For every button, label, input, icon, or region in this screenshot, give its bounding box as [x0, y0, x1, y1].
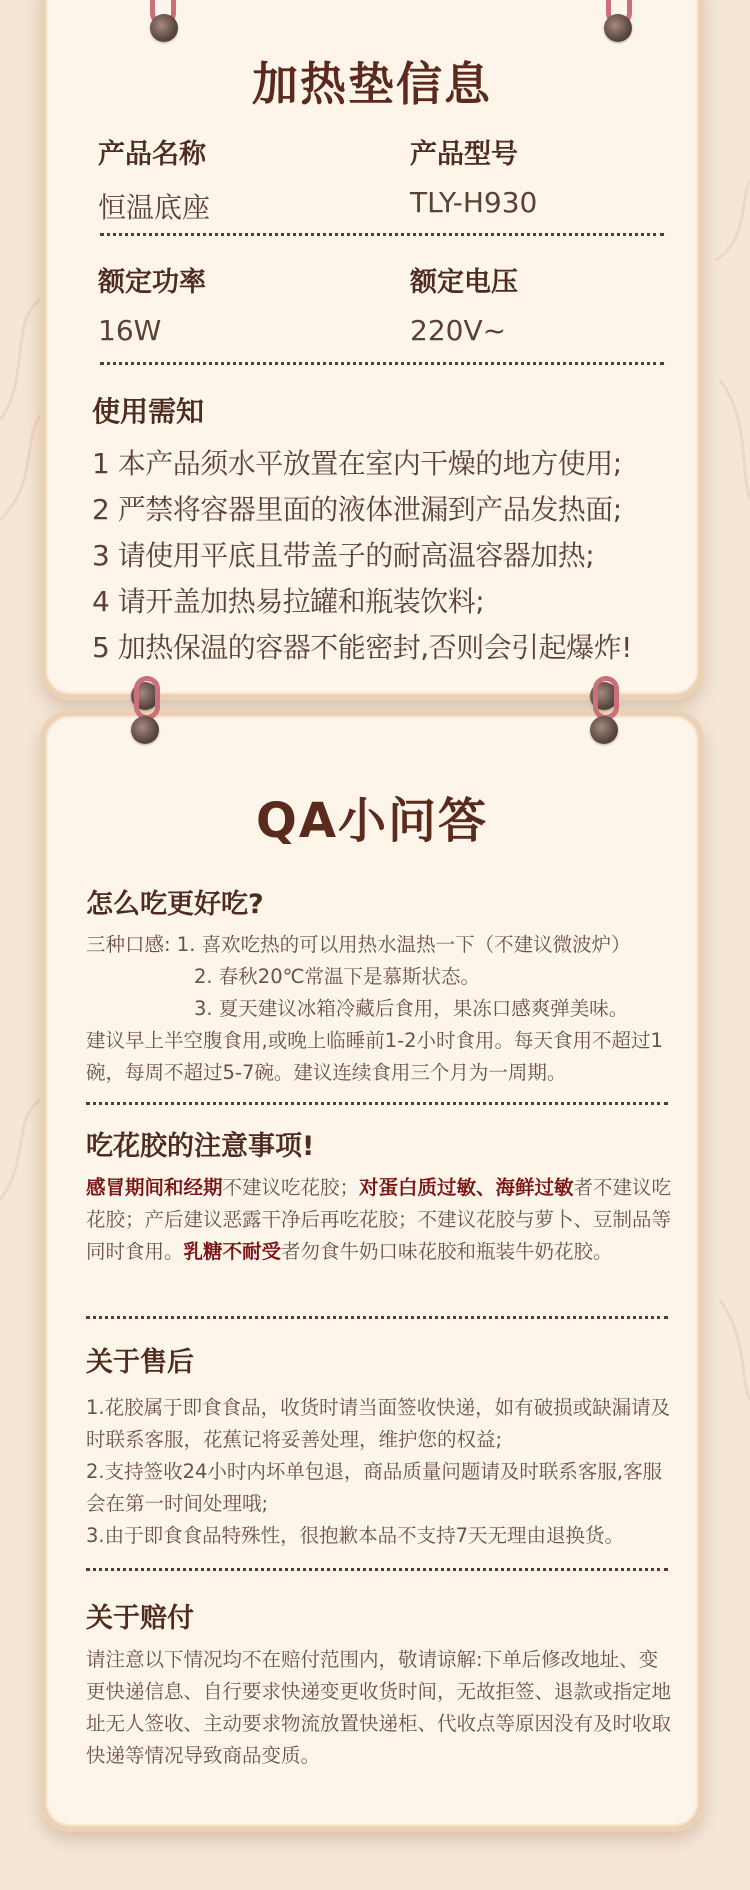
notice-item: 5 加热保温的容器不能密封,否则会引起爆炸!: [92, 631, 632, 664]
flavor-item: 2. 春秋20℃常温下是慕斯状态。: [194, 965, 481, 988]
section-title-compensation: 关于赔付: [86, 1603, 194, 1634]
caution-emphasis: 感冒期间和经期: [86, 1176, 223, 1199]
caution-emphasis: 乳糖不耐受: [183, 1240, 282, 1263]
section-title-eat: 怎么吃更好吃?: [86, 889, 264, 920]
spec-value-product-name: 恒温底座: [98, 191, 211, 224]
dotted-divider: [100, 362, 664, 365]
section-body-caution: [86, 1172, 676, 1268]
dotted-divider: [86, 1102, 668, 1105]
spec-value-power: 16W: [98, 314, 162, 347]
hanging-hook: [593, 676, 619, 720]
notice-item: 1 本产品须水平放置在室内干燥的地方使用;: [92, 447, 622, 480]
flavor-item: 1. 喜欢吃热的可以用热水温热一下（不建议微波炉）: [176, 933, 631, 956]
dotted-divider: [86, 1568, 668, 1571]
section-body-eat: [86, 929, 686, 1089]
after-sale-line: 1.花胶属于即食食品，收货时请当面签收快递，如有破损或缺漏请及时联系客服，花蕉记将妥善处理，维护您的权益;: [86, 1396, 671, 1451]
flavor-item: 3. 夏天建议冰箱冷藏后食用，果冻口感爽弹美味。: [194, 997, 629, 1020]
after-sale-line: 2.支持签收24小时内坏单包退，商品质量问题请及时联系客服,客服会在第一时间处理哦;: [86, 1460, 663, 1515]
spec-label-voltage: 额定电压: [410, 267, 518, 298]
section-title-caution: 吃花胶的注意事项!: [86, 1131, 315, 1162]
flavor-line: [86, 929, 686, 961]
caution-text: 者勿食牛奶口味花胶和瓶装牛奶花胶。: [281, 1240, 613, 1263]
section-title-after-sale: 关于售后: [86, 1347, 194, 1378]
flavor-label: 三种口感:: [86, 933, 171, 956]
notice-item: 3 请使用平底且带盖子的耐高温容器加热;: [92, 539, 595, 572]
spec-value-model: TLY-H930: [410, 186, 538, 219]
spec-label-power: 额定功率: [98, 267, 206, 298]
section-body-after-sale: [86, 1392, 676, 1552]
hook-ring: [590, 716, 618, 744]
hanging-hook: [134, 676, 160, 720]
heater-card-title: 加热垫信息: [252, 57, 492, 111]
notice-item: 4 请开盖加热易拉罐和瓶装饮料;: [92, 585, 485, 618]
notice-title: 使用需知: [92, 395, 205, 428]
spec-label-model: 产品型号: [410, 139, 518, 170]
caution-text: 者不建议吃花胶；产后建议恶露干净后再吃花胶；不建议花胶与萝卜、豆制品等同时食用。: [86, 1176, 672, 1263]
compensation-text: 请注意以下情况均不在赔付范围内，敬请谅解:下单后修改地址、变更快递信息、自行要求快递变更收货时间，无故拒签、退款或指定地址无人签收、主动要求物流放置快递柜、代收点等原因没有及时收取快递等情况导致商品变质。: [86, 1648, 672, 1767]
hook-ring: [131, 716, 159, 744]
hook-ring: [604, 14, 632, 42]
spec-label-product-name: 产品名称: [98, 139, 206, 170]
after-sale-line: 3.由于即食食品特殊性，很抱歉本品不支持7天无理由退换货。: [86, 1524, 625, 1547]
dotted-divider: [86, 1316, 668, 1319]
section-body-compensation: [86, 1644, 676, 1772]
caution-text: 不建议吃花胶；: [222, 1176, 360, 1199]
heater-info-card: [40, 0, 704, 700]
notice-item: 2 严禁将容器里面的液体泄漏到产品发热面;: [92, 493, 622, 526]
dotted-divider: [100, 233, 664, 236]
caution-emphasis: 对蛋白质过敏、海鲜过敏: [359, 1176, 574, 1199]
spec-value-voltage: 220V~: [410, 314, 507, 347]
qa-card-title: QA小问答: [256, 793, 488, 849]
hook-ring: [150, 14, 178, 42]
eat-advice: 建议早上半空腹食用,或晚上临睡前1-2小时食用。每天食用不超过1碗，每周不超过5-7碗。建议连续食用三个月为一周期。: [86, 1029, 663, 1084]
